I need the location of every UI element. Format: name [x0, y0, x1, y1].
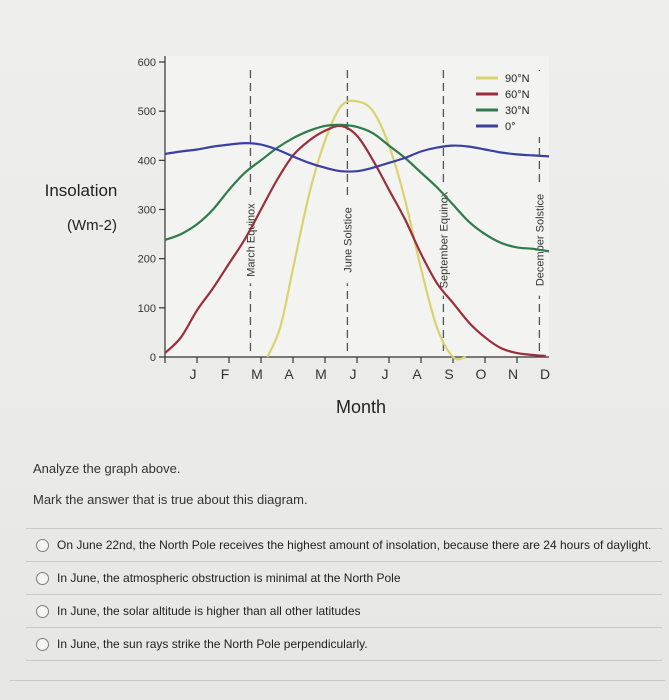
reference-line-label: September Equinox	[438, 191, 451, 289]
answer-option-label: On June 22nd, the North Pole receives the highest amount of insolation, because there are 24 hours of daylight.	[57, 538, 652, 552]
x-tick-label: J	[189, 366, 197, 382]
answer-option[interactable]	[26, 628, 662, 661]
x-tick-label: A	[284, 366, 294, 382]
answer-options	[26, 528, 662, 661]
y-tick-label: 500	[137, 106, 156, 119]
legend-label: 30°N	[505, 105, 530, 117]
x-tick-label: O	[475, 366, 487, 382]
answer-option-label: In June, the solar altitude is higher than all other latitudes	[57, 604, 361, 618]
x-tick-label: J	[381, 366, 389, 382]
y-axis-label: Insolation	[44, 181, 118, 200]
y-tick-label: 200	[137, 253, 156, 266]
x-tick-label: A	[412, 366, 422, 382]
y-tick-label: 0	[149, 352, 156, 364]
x-tick-label: F	[220, 366, 230, 382]
x-tick-label: M	[315, 366, 327, 382]
x-axis-label: Month	[335, 397, 387, 417]
x-tick-label: M	[251, 366, 263, 382]
x-tick-label: S	[444, 366, 454, 382]
y-tick-label: 100	[137, 302, 156, 315]
reference-line-label: December Solstice	[534, 193, 547, 287]
question-prompt: Analyze the graph above.	[33, 461, 181, 476]
radio-button[interactable]	[36, 605, 49, 618]
question-instruction: Mark the answer that is true about this diagram.	[33, 492, 308, 507]
answer-option-label: In June, the atmospheric obstruction is minimal at the North Pole	[57, 571, 401, 585]
answer-option[interactable]	[26, 562, 662, 595]
y-tick-label: 300	[137, 204, 156, 217]
x-tick-label: N	[507, 366, 519, 382]
legend-label: 0°	[505, 121, 516, 133]
legend-label: 60°N	[505, 89, 530, 101]
y-axis-units: (Wm-2)	[67, 217, 117, 234]
y-tick-label: 400	[137, 155, 156, 168]
divider	[10, 680, 665, 681]
x-tick-label: J	[349, 366, 357, 382]
radio-button[interactable]	[36, 638, 49, 651]
answer-option[interactable]	[26, 529, 662, 562]
reference-line-label: March Equinox	[245, 203, 258, 277]
answer-option-label: In June, the sun rays strike the North Pole perpendicularly.	[57, 637, 368, 651]
radio-button[interactable]	[36, 572, 49, 585]
reference-line-label: June Solstice	[342, 207, 355, 273]
x-tick-label: D	[539, 366, 551, 382]
answer-option[interactable]	[26, 595, 662, 628]
legend-label: 90°N	[505, 73, 530, 85]
radio-button[interactable]	[36, 539, 49, 552]
y-tick-label: 600	[137, 57, 156, 69]
